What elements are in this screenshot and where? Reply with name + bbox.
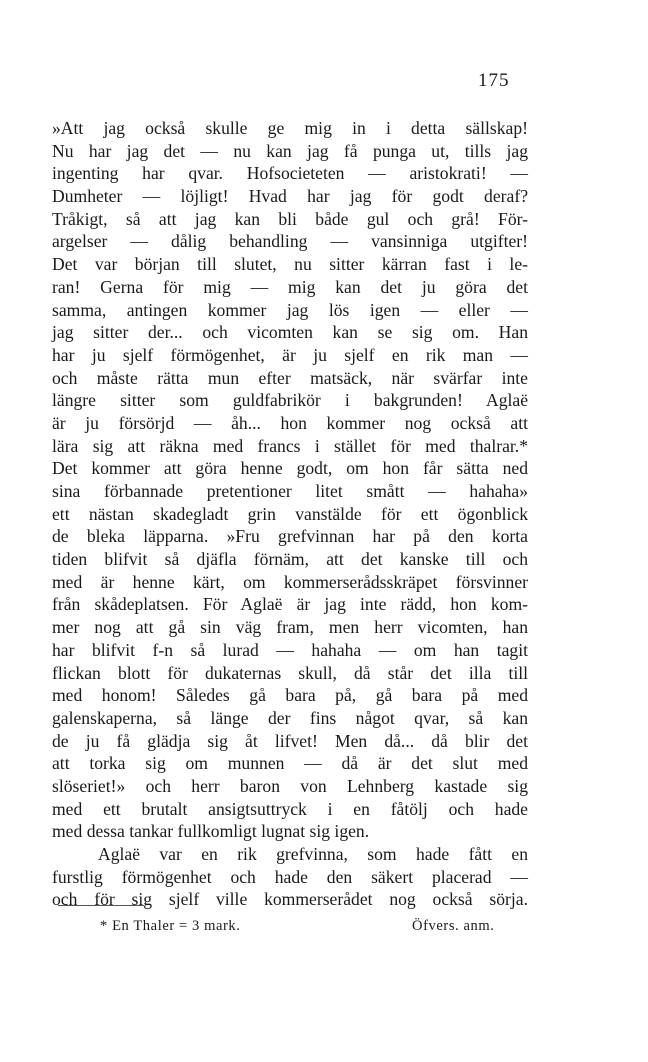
text-line: sina förbannade pretentioner litet smått — hahaha»: [52, 481, 528, 501]
text-line: Dumheter — löjligt! Hvad har jag för godt deraf?: [52, 186, 528, 207]
text-line: mer nog att gå sin väg fram, men herr vicomten, han: [52, 617, 528, 638]
text-line: lära sig att räkna med francs i stället för med thalrar.*: [52, 435, 528, 456]
text-line: galenskaperna, så länge der fins något qvar, så kan: [52, 707, 528, 728]
text-line: med ett brutalt ansigtsuttryck i en fåtölj och hade: [52, 798, 528, 819]
text-line: med honom! Således gå bara på, gå bara på med: [52, 685, 528, 706]
text-line: tiden blifvit så djäfla förnäm, att det kanske till och: [52, 549, 528, 570]
text-line: argelser — dålig behandling — vansinniga utgifter!: [52, 231, 528, 252]
footnote-text: * En Thaler = 3 mark.: [100, 918, 241, 934]
text-line: från skådeplatsen. För Aglaë är jag inte rädd, hon kom-: [52, 594, 528, 615]
text-line: att torka sig om munnen — då är det slut med: [52, 753, 528, 774]
text-line: de ju få glädja sig åt lifvet! Men då... då blir det: [52, 730, 528, 751]
text-line: furstlig förmögenhet och hade den säkert placerad —: [52, 866, 528, 887]
text-line: är ju försörjd — åh... hon kommer nog också att: [52, 412, 528, 433]
text-line: ran! Gerna för mig — mig kan det ju göra det: [52, 276, 528, 297]
text-line: och måste rätta mun efter matsäck, när svärfar inte: [52, 367, 528, 388]
text-line: ingenting har qvar. Hofsocieteten — aristokrati! —: [52, 163, 528, 184]
text-line-paragraph-end: med dessa tankar fullkomligt lugnat sig igen.: [52, 821, 370, 842]
text-line-paragraph-start: Aglaë var en rik grefvinna, som hade fått en: [98, 844, 528, 864]
text-line: Det var början till slutet, nu sitter kärran fast i le-: [52, 254, 528, 275]
text-line: de bleka läpparna. »Fru grefvinnan har på den korta: [52, 526, 528, 547]
text-line: flickan blott för dukaternas skull, då står det illa till: [52, 662, 528, 683]
text-line: har blifvit f-n så lurad — hahaha — om han tagit: [52, 639, 528, 660]
text-line: längre sitter som guldfabrikör i bakgrunden! Aglaë: [52, 390, 528, 411]
text-line: Det kommer att göra henne godt, om hon får sätta ned: [52, 458, 528, 479]
text-line: och för sig sjelf ville kommerserådet nog också sörja.: [52, 889, 528, 910]
text-line: med är henne kärt, om kommerserådsskräpet försvinner: [52, 571, 528, 592]
text-line: Tråkigt, så att jag kan bli både gul och grå! För-: [52, 208, 528, 229]
text-line: slöseriet!» och herr baron von Lehnberg kastade sig: [52, 775, 528, 796]
text-line: har ju sjelf förmögenhet, är ju sjelf en rik man —: [52, 344, 528, 365]
text-line: ett nästan skadegladt grin vanstälde för ett ögonblick: [52, 503, 528, 524]
footnote-divider: [58, 905, 144, 906]
page-number: 175: [478, 70, 510, 91]
text-line: »Att jag också skulle ge mig in i detta sällskap!: [52, 118, 528, 138]
footnote-credit: Öfvers. anm.: [412, 918, 495, 934]
text-line: Nu har jag det — nu kan jag få punga ut, tills jag: [52, 140, 528, 161]
text-line: samma, antingen kommer jag lös igen — eller —: [52, 299, 528, 320]
body-text: [52, 117, 528, 911]
text-line: jag sitter der... och vicomten kan se sig om. Han: [52, 322, 528, 343]
